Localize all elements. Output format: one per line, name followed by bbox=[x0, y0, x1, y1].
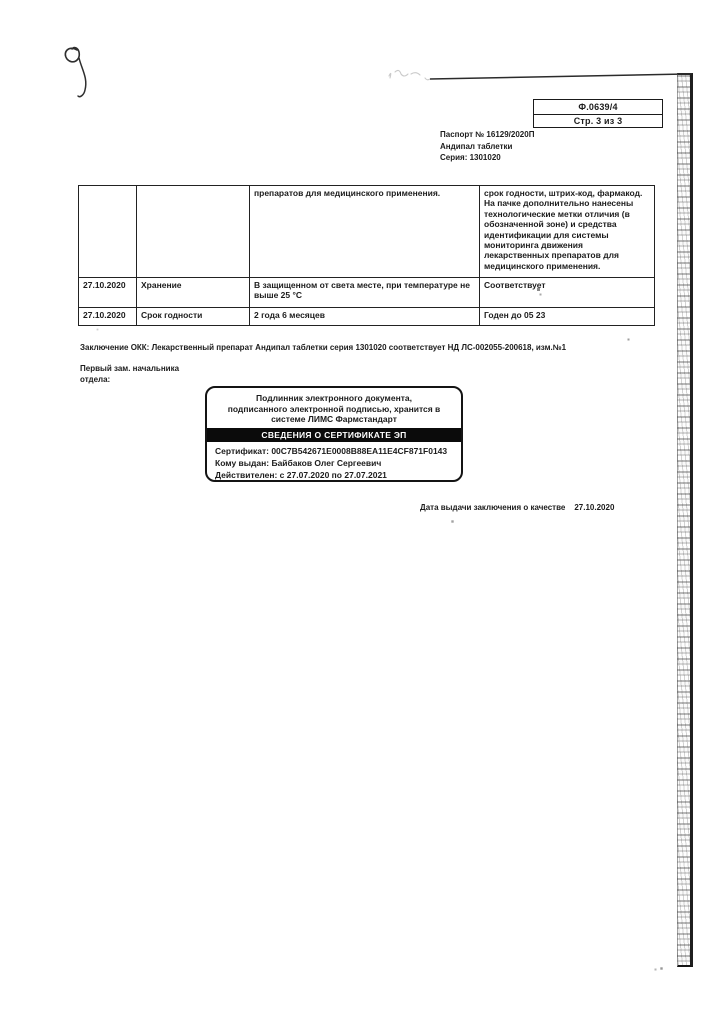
stamp-line3: системе ЛИМС Фармстандарт bbox=[271, 414, 397, 425]
page-number: Стр. 3 из 3 bbox=[534, 114, 662, 128]
cell-date: 27.10.2020 bbox=[83, 310, 126, 320]
form-number-box bbox=[533, 99, 663, 128]
form-code: Ф.0639/4 bbox=[578, 101, 618, 112]
signatory-title bbox=[80, 363, 179, 385]
stamp-title-bar: СВЕДЕНИЯ О СЕРТИФИКАТЕ ЭП bbox=[207, 428, 461, 443]
cell-date: 27.10.2020 bbox=[83, 280, 126, 290]
cell-date bbox=[79, 186, 136, 277]
scan-edge-band bbox=[677, 73, 693, 967]
table-row bbox=[79, 186, 654, 277]
passport-number: Паспорт № 16129/2020П bbox=[440, 130, 535, 139]
okk-conclusion-label: Заключение ОКК: bbox=[80, 343, 150, 352]
passport-header bbox=[440, 129, 534, 164]
stamp-line1: Подлинник электронного документа, bbox=[256, 393, 412, 403]
certificate-number: Сертификат: 00C7B542671E0008B88EA11E4CF871F0143 bbox=[215, 445, 448, 456]
table-row bbox=[79, 277, 654, 307]
okk-conclusion-text: Лекарственный препарат Андипал таблетки серия 1301020 соответствует НД ЛС-002055-200618, изм.№1 bbox=[149, 343, 567, 352]
scan-noise bbox=[0, 0, 1, 1]
cell-result: Годен до 05 23 bbox=[479, 308, 654, 325]
cell-requirement: 2 года 6 месяцев bbox=[249, 308, 479, 325]
handwritten-mark bbox=[52, 38, 112, 113]
stamp-preamble bbox=[207, 388, 461, 425]
certificate-owner: Кому выдан: Байбаков Олег Сергеевич bbox=[215, 458, 382, 469]
stamp-line2: подписанного электронной подписью, хранится в bbox=[227, 403, 441, 414]
cell-result: срок годности, штрих-код, фармакод. На пачке дополнительно нанесены технологические метки отличия (в обозначенной зоне) и средства идентификации для системы мониторинга движения лекарственных препаратов для медицинского применения. bbox=[479, 186, 654, 277]
cell-parameter bbox=[136, 186, 249, 277]
esign-certificate-stamp bbox=[205, 386, 463, 482]
cell-result: Соответствует bbox=[479, 278, 654, 307]
issue-date-value: 27.10.2020 bbox=[574, 503, 615, 512]
series-number: Серия: 1301020 bbox=[440, 153, 501, 162]
okk-conclusion bbox=[80, 343, 640, 352]
table-row bbox=[79, 307, 654, 325]
cell-requirement: препаратов для медицинского применения. bbox=[249, 186, 479, 277]
signatory-line1: Первый зам. начальника bbox=[80, 364, 180, 373]
signatory-line2: отдела: bbox=[80, 375, 111, 384]
quality-table bbox=[78, 185, 655, 326]
scan-edge-line bbox=[428, 68, 690, 82]
cell-requirement: В защищенном от света месте, при температуре не выше 25 °C bbox=[249, 278, 479, 307]
certificate-validity: Действителен: с 27.07.2020 по 27.07.2021 bbox=[215, 470, 387, 481]
cell-parameter: Хранение bbox=[136, 278, 249, 307]
issue-date-label: Дата выдачи заключения о качестве bbox=[420, 503, 566, 512]
product-name: Андипал таблетки bbox=[440, 141, 513, 151]
issue-date-line bbox=[420, 503, 614, 512]
cell-parameter: Срок годности bbox=[136, 308, 249, 325]
